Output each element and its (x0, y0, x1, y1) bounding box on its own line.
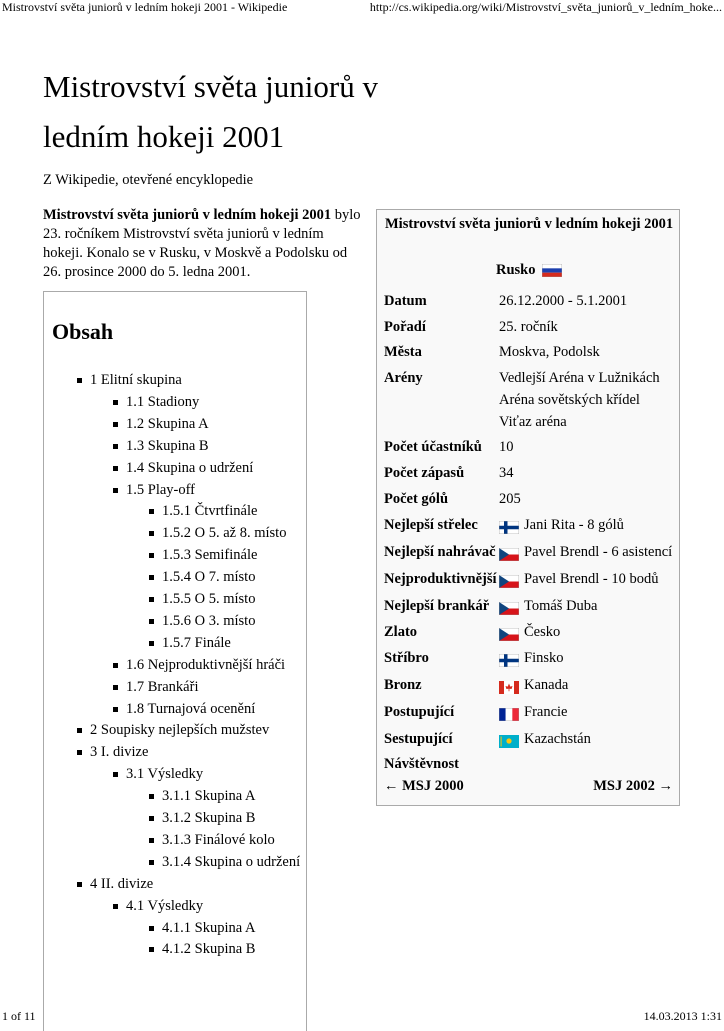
toc-item[interactable]: 1.5 Play-off (126, 481, 196, 498)
infobox-row-value (499, 647, 564, 669)
toc-item[interactable]: 1.8 Turnajová ocenění (126, 700, 256, 717)
toc-item[interactable]: 4 II. divize (90, 875, 154, 892)
toc-item[interactable]: 1.3 Skupina B (126, 437, 209, 454)
infobox-row-label: Stříbro (384, 650, 429, 666)
intro-bold: Mistrovství světa juniorů v ledním hokeji 2001 (43, 207, 332, 223)
infobox-title: Mistrovství světa juniorů v ledním hokeji 2001 (385, 216, 674, 232)
intro-paragraph (43, 206, 365, 282)
infobox-row-label: Zlato (384, 624, 418, 640)
infobox-row-value (499, 621, 560, 643)
infobox-host-name[interactable]: Rusko (496, 262, 536, 278)
infobox-value-text[interactable]: Francie (524, 704, 568, 720)
infobox-value-text[interactable]: Pavel Brendl - 6 asistencí (524, 544, 673, 560)
toc-item[interactable]: 1.2 Skupina A (126, 415, 209, 432)
infobox-row-label: Města (384, 344, 422, 360)
toc-item[interactable]: 4.1 Výsledky (126, 897, 204, 914)
czech-flag-icon (499, 573, 519, 586)
infobox-value-text: Moskva, Podolsk (499, 344, 600, 360)
infobox-value-text: 205 (499, 491, 521, 507)
infobox-row-value (499, 541, 672, 563)
infobox-value-text[interactable]: Kazachstán (524, 731, 591, 747)
toc-item[interactable]: 3.1.3 Finálové kolo (162, 831, 275, 848)
infobox-row-value (499, 728, 591, 750)
intro-text: bylo 23. ročníkem Mistrovství světa juniorů v ledním hokeji. Konalo se v Rusku, v Moskvě a Podolsku od 26. prosince 2000 do 5. ledna 2001. (43, 207, 361, 280)
infobox-row-value (499, 290, 627, 312)
infobox-row-value (499, 488, 521, 510)
infobox-row-value (499, 595, 597, 617)
infobox-value-text[interactable]: Tomáš Duba (524, 598, 598, 614)
toc-item[interactable]: 1.5.6 O 3. místo (162, 612, 256, 629)
toc-item[interactable]: 1.1 Stadiony (126, 393, 200, 410)
czech-flag-icon (499, 546, 519, 559)
table-of-contents (43, 291, 307, 1031)
arena-name[interactable]: Viťaz aréna (499, 414, 567, 430)
infobox-row-label: Nejproduktivnější (384, 571, 497, 587)
infobox-value-text: 34 (499, 465, 514, 481)
arena-name[interactable]: Aréna sovětských křídel (499, 392, 640, 408)
infobox-value-text: 10 (499, 439, 514, 455)
infobox-value-text[interactable]: Pavel Brendl - 10 bodů (524, 571, 659, 587)
infobox (376, 209, 680, 806)
toc-item[interactable]: 1.7 Brankáři (126, 678, 199, 695)
toc-item[interactable]: 3.1.1 Skupina A (162, 788, 256, 805)
infobox-value-text: 26.12.2000 - 5.1.2001 (499, 293, 628, 309)
previous-championship-link[interactable]: ← MSJ 2000 (384, 778, 464, 794)
toc-item[interactable]: 1.4 Skupina o udržení (126, 459, 254, 476)
toc-item[interactable]: 2 Soupisky nejlepších mužstev (90, 722, 270, 739)
czech-flag-icon (499, 600, 519, 613)
infobox-row-label: Nejlepší brankář (384, 598, 490, 614)
arena-name[interactable]: Vedlejší Aréna v Lužnikách (499, 370, 660, 386)
infobox-row-label: Pořadí (384, 319, 426, 335)
toc-item[interactable]: 1 Elitní skupina (90, 372, 182, 388)
infobox-row-value (499, 568, 659, 590)
infobox-row-label: Sestupující (384, 731, 453, 747)
print-header-url: http://cs.wikipedia.org/wiki/Mistrovství_světa_juniorů_v_ledním_hoke... (369, 0, 722, 14)
infobox-row-label: Počet účastníků (384, 439, 482, 455)
infobox-value-text: 25. ročník (499, 319, 558, 335)
toc-item[interactable]: 3.1 Výsledky (126, 766, 204, 783)
infobox-value-text[interactable]: Česko (524, 624, 561, 640)
toc-item[interactable]: 1.5.1 Čtvrtfinále (162, 503, 258, 520)
infobox-row-label: Bronz (384, 677, 422, 693)
finland-flag-icon (499, 652, 519, 665)
infobox-row-value (499, 316, 558, 338)
infobox-row-label: Arény (384, 370, 423, 386)
infobox-value-text[interactable]: Jani Rita - 8 gólů (524, 517, 624, 533)
infobox-row-value (499, 674, 568, 696)
infobox-row-label: Počet gólů (384, 491, 449, 507)
page-title: Mistrovství světa juniorů v ledním hokeji 2001 (43, 69, 378, 154)
finland-flag-icon (499, 519, 519, 532)
print-date: 14.03.2013 1:31 (643, 1009, 722, 1023)
infobox-row-value (499, 436, 514, 458)
russia-flag-icon (542, 264, 562, 277)
infobox-row-label: Nejlepší nahrávač (384, 544, 496, 560)
infobox-row-value (499, 514, 624, 536)
infobox-host (496, 262, 562, 279)
toc-item[interactable]: 4.1.2 Skupina B (162, 941, 256, 958)
infobox-row-value (499, 462, 514, 484)
infobox-row-label: Datum (384, 293, 427, 309)
france-flag-icon (499, 706, 519, 719)
canada-flag-icon (499, 679, 519, 692)
infobox-row-label: Nejlepší střelec (384, 517, 478, 533)
czech-flag-icon (499, 626, 519, 639)
infobox-row-label: Návštěvnost (384, 756, 459, 772)
tagline: Z Wikipedie, otevřené encyklopedie (43, 172, 254, 188)
infobox-row-value (499, 701, 567, 723)
infobox-row-value (499, 341, 600, 363)
infobox-row-label: Počet zápasů (384, 465, 465, 481)
toc-item[interactable]: 1.5.4 O 7. místo (162, 569, 256, 586)
toc-title: Obsah (52, 319, 114, 344)
toc-item[interactable]: 1.5.2 O 5. až 8. místo (162, 525, 287, 542)
infobox-value-text[interactable]: Finsko (524, 650, 564, 666)
infobox-row-label: Postupující (384, 704, 455, 720)
toc-item[interactable]: 1.6 Nejproduktivnější hráči (126, 656, 286, 673)
toc-item[interactable]: 1.5.3 Semifinále (162, 547, 258, 564)
infobox-value-text[interactable]: Kanada (524, 677, 569, 693)
next-championship-link[interactable]: MSJ 2002 → (593, 778, 673, 794)
print-header-title: Mistrovství světa juniorů v ledním hokeji 2001 - Wikipedie (2, 0, 288, 14)
toc-item[interactable]: 3.1.4 Skupina o udržení (162, 853, 301, 870)
infobox-row-value (499, 367, 660, 433)
kazakhstan-flag-icon (499, 733, 519, 746)
toc-item[interactable]: 3.1.2 Skupina B (162, 810, 256, 826)
toc-item[interactable]: 4.1.1 Skupina A (162, 919, 256, 936)
page-counter: 1 of 11 (2, 1009, 36, 1023)
toc-item[interactable]: 3 I. divize (90, 744, 149, 761)
toc-item[interactable]: 1.5.5 O 5. místo (162, 591, 256, 607)
toc-item[interactable]: 1.5.7 Finále (162, 634, 231, 651)
